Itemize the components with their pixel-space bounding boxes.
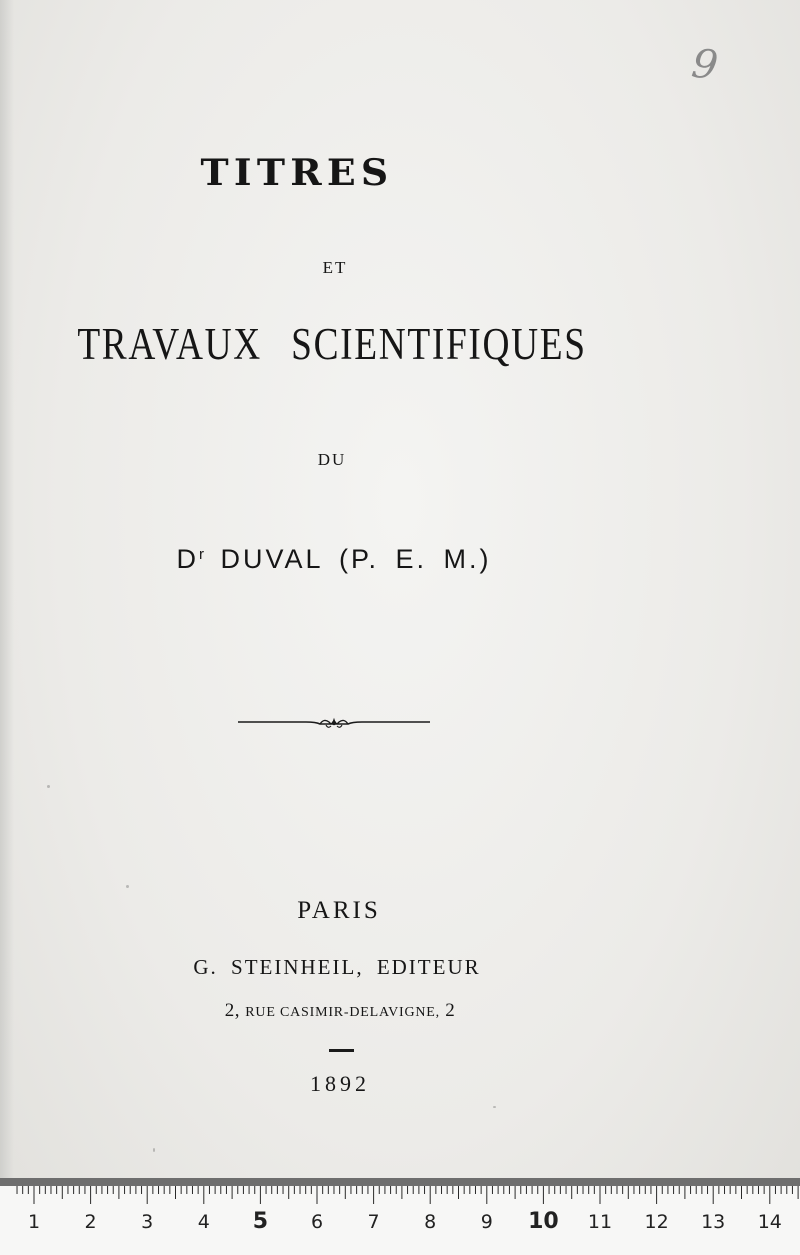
subtitle: TRAVAUX SCIENTIFIQUES xyxy=(77,319,587,369)
title-preposition: DU xyxy=(317,450,347,469)
ruler-number-label: 7 xyxy=(367,1211,380,1233)
address-street: RUE CASIMIR-DELAVIGNE, xyxy=(245,1005,440,1020)
ruler-number-label: 11 xyxy=(587,1211,613,1233)
ink-speck xyxy=(153,1148,155,1152)
author-line xyxy=(0,544,734,575)
ruler-number-label: 2 xyxy=(84,1211,97,1233)
author-prefix-superscript: r xyxy=(198,546,204,563)
ruler-number-label: 6 xyxy=(310,1211,324,1233)
ruler-body xyxy=(0,1184,800,1255)
decorative-ornament-divider xyxy=(236,712,432,734)
imprint-publisher: G. STEINHEIL, EDITEUR xyxy=(193,955,481,979)
ink-speck xyxy=(493,1106,496,1108)
address-number-end: 2 xyxy=(445,1000,456,1021)
imprint-rule xyxy=(329,1049,354,1052)
main-title: TITRES xyxy=(200,152,394,194)
author-prefix: D xyxy=(176,544,199,574)
ruler-number-label: 1 xyxy=(27,1211,41,1233)
pencil-page-number: 9 xyxy=(688,40,721,90)
ink-speck xyxy=(47,785,50,788)
ruler-number-label: 14 xyxy=(757,1211,782,1233)
ink-speck xyxy=(126,885,129,888)
title-conjunction: ET xyxy=(322,258,348,277)
address-number-start: 2, xyxy=(224,1000,241,1021)
ruler-number-label: 5 xyxy=(252,1209,269,1234)
ruler-number-label: 12 xyxy=(644,1211,669,1233)
ruler-number-label: 10 xyxy=(528,1209,559,1234)
imprint-year: 1892 xyxy=(310,1071,370,1096)
ruler-number-label: 4 xyxy=(197,1211,210,1233)
ruler-number-label: 8 xyxy=(424,1211,437,1233)
ruler-number-label: 9 xyxy=(480,1211,493,1233)
imprint-city: PARIS xyxy=(297,897,381,924)
author-name: DUVAL (P. E. M.) xyxy=(220,544,492,574)
measuring-ruler xyxy=(0,1178,800,1255)
ruler-number-label: 3 xyxy=(141,1211,154,1233)
ruler-number-label: 13 xyxy=(701,1211,726,1233)
ruler-top-edge xyxy=(0,1178,800,1186)
imprint-address xyxy=(0,1000,740,1022)
